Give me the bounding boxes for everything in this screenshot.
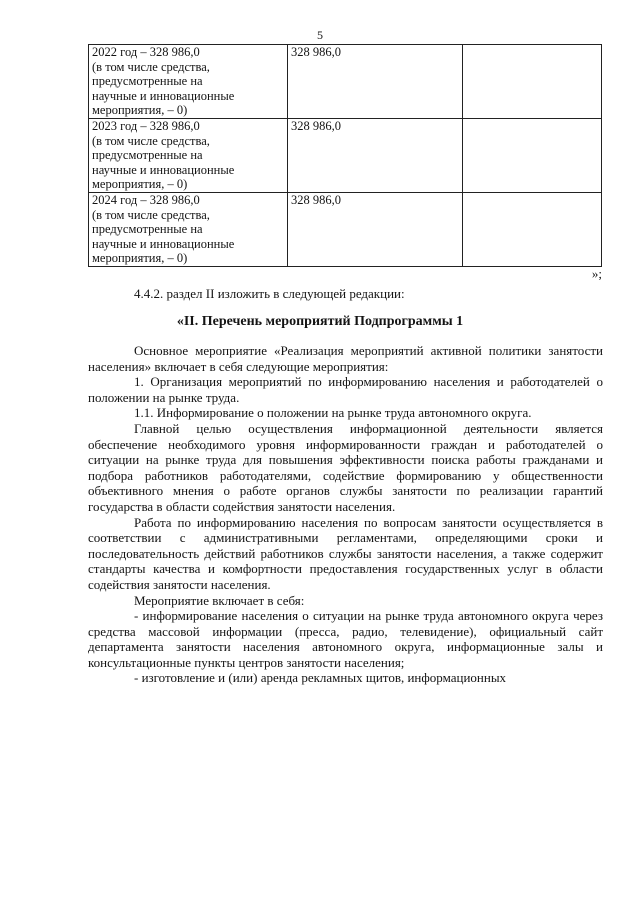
table-row	[89, 192, 602, 266]
cell-line: предусмотренные на	[92, 74, 203, 89]
table-cell-year	[89, 45, 288, 119]
cell-line: мероприятия, – 0)	[92, 251, 188, 266]
budget-table	[88, 44, 602, 267]
cell-line: научные и инновационные	[92, 88, 235, 103]
cell-line: научные и инновационные	[92, 162, 235, 177]
cell-line: (в том числе средства,	[92, 59, 210, 74]
amendment-text: 4.4.2. раздел II изложить в следующей редакции:	[134, 286, 405, 301]
paragraph: Основное мероприятие «Реализация мероприятий активной политики занятости населения» включает в себя следующие мероприятия:	[88, 343, 603, 374]
paragraph: Работа по информированию населения по вопросам занятости осуществляется в соответствии с административными регламентами, определяющими сроки и последовательность действий работников службы занятости населения, а также содержит стандарты качества и комфортности предоставления государственных услуг в области содействия занятости населения.	[88, 514, 603, 592]
table-cell-amount: 328 986,0	[288, 192, 463, 266]
cell-line: (в том числе средства,	[92, 133, 210, 148]
paragraph: - информирование населения о ситуации на рынке труда автономного округа через средства массовой информации (пресса, радио, телевидение), официальный сайт департамента занятости населения автономного округа, информационные залы и консультационные пункты центров занятости населения;	[88, 608, 603, 670]
cell-line: (в том числе средства,	[92, 207, 210, 222]
table-cell-empty	[463, 192, 602, 266]
paragraph: - изготовление и (или) аренда рекламных щитов, информационных	[134, 670, 507, 686]
closing-quote: »;	[591, 266, 602, 281]
cell-line: мероприятия, – 0)	[92, 103, 188, 118]
page-number: 5	[317, 28, 323, 42]
paragraph: Главной целью осуществления информационной деятельности является обеспечение необходимого уровня информированности граждан и работодателей о ситуации на рынке труда для повышения эффективности поиска работы гражданами и подбора работников работодателями, содействие формированию у общественности объективного мнения о работе органов службы занятости по реализации гарантий государства в области содействия занятости населения.	[88, 420, 603, 514]
table-row	[89, 118, 602, 192]
table-cell-year	[89, 192, 288, 266]
table-cell-empty	[463, 45, 602, 119]
cell-line: мероприятия, – 0)	[92, 177, 188, 192]
table-cell-amount: 328 986,0	[288, 45, 463, 119]
body-text	[88, 343, 603, 686]
paragraph: 1.1. Информирование о положении на рынке труда автономного округа.	[134, 405, 532, 421]
cell-line: 2023 год – 328 986,0	[92, 118, 200, 133]
amendment-item	[88, 286, 603, 302]
cell-line: 2022 год – 328 986,0	[92, 45, 200, 59]
section-heading: «II. Перечень мероприятий Подпрограммы 1	[176, 314, 464, 329]
table-cell-amount: 328 986,0	[288, 118, 463, 192]
cell-line: 2024 год – 328 986,0	[92, 192, 200, 207]
table-cell-empty	[463, 118, 602, 192]
cell-line: научные и инновационные	[92, 236, 235, 251]
table-cell-year	[89, 118, 288, 192]
cell-line: предусмотренные на	[92, 148, 203, 163]
table-row	[89, 45, 602, 119]
cell-line: предусмотренные на	[92, 222, 203, 237]
paragraph: 1. Организация мероприятий по информированию населения и работодателей о положении на рынке труда.	[88, 374, 603, 405]
paragraph: Мероприятие включает в себя:	[134, 592, 305, 608]
